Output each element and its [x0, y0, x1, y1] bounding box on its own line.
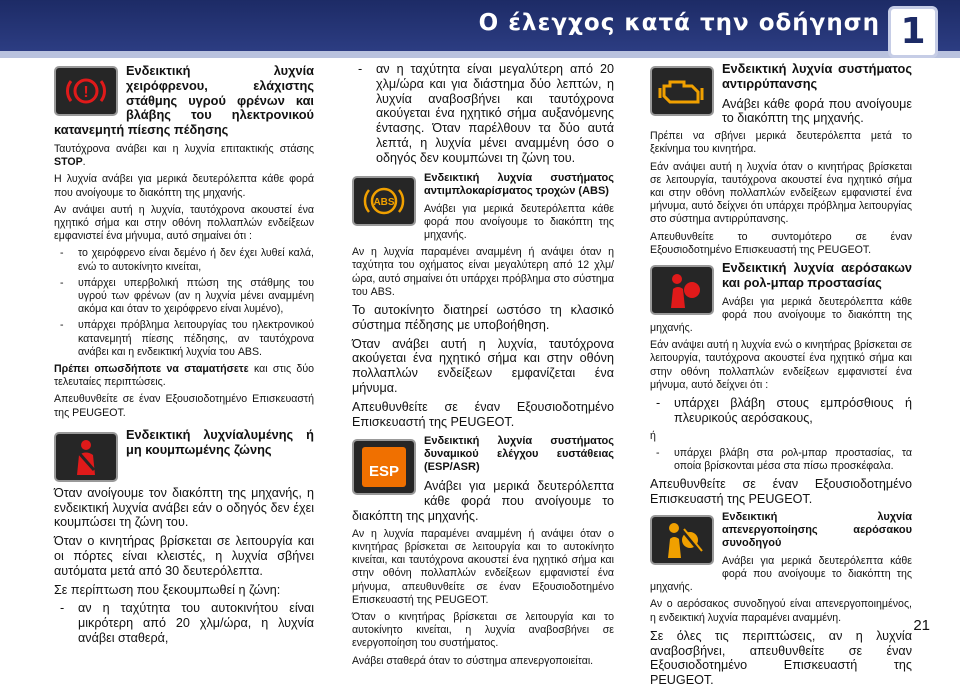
airbag-off-text-2: Αν ο αερόσακος συνοδηγού είναι απενεργοποιημένος, η ενδεικτική λυχνία παραμένει αναμμένη.: [650, 598, 912, 624]
airbag-text-1: Ανάβει για μερικά δευτερόλεπτα κάθε φορά που ανοίγουμε το διακόπτη της μηχανής.: [650, 295, 912, 335]
seatbelt-heading: Ενδεικτική λυχνίαλυμένης ή μη κουμπωμένης ζώνης: [126, 427, 314, 457]
page-number: 21: [913, 617, 930, 634]
list-item: - υπάρχει βλάβη στα ρολ-μπαρ προστασίας, τα οποία βρίσκονται μέσα στα πίσω προσκέφαλα.: [650, 447, 912, 473]
engine-heading: Ενδεικτική λυχνία συστήματος αντιρρύπανσης: [722, 62, 912, 91]
abs-heading: Ενδεικτική λυχνία συστήματος αντιμπλοκαρίσματος τροχών (ABS): [424, 171, 614, 197]
page-header: [0, 0, 960, 58]
seatbelt-list: [54, 601, 314, 645]
brake-text-2: Η λυχνία ανάβει για μερικά δευτερόλεπτα κάθε φορά που ανοίγουμε το διακόπτη της μηχανής.: [54, 173, 314, 199]
abs-text-3: Το αυτοκίνητο διατηρεί ωστόσο τη κλασικό σύστημα πέδησης με υποβοήθηση.: [352, 303, 614, 332]
engine-check-icon: [650, 66, 714, 116]
seatbelt-section: [54, 428, 314, 486]
list-item: - αν η ταχύτητα του αυτοκινήτου είναι μικρότερη από 20 χλμ/ώρα, η λυχνία ανάβει σταθερά,: [54, 601, 314, 645]
brake-warning-icon: [54, 66, 118, 116]
brake-section: [54, 62, 314, 143]
abs-icon: [352, 176, 416, 226]
airbag-heading: Ενδεικτική λυχνία αερόσακων και ρολ-μπαρ προστασίας: [722, 261, 912, 290]
airbag-off-section: [650, 511, 912, 599]
brake-contact: Απευθυνθείτε σε έναν Εξουσιοδοτημένο Επισκευαστή της PEUGEOT.: [54, 393, 314, 419]
airbag-section: [650, 261, 912, 339]
svg-text:!: !: [83, 84, 89, 101]
column-3: [650, 62, 912, 692]
seatbelt-text-3: Σε περίπτωση που ξεκουμπωθεί η ζώνη:: [54, 582, 281, 597]
abs-text-5: Απευθυνθείτε σε έναν Εξουσιοδοτημένο Επισκευαστή της PEUGEOT.: [352, 399, 614, 429]
seatbelt-text-2: Όταν ο κινητήρας βρίσκεται σε λειτουργία και οι πόρτες είναι κλειστές, η λυχνία σβήνει αυτόματα μετά από 30 δευτερόλεπτα.: [54, 534, 314, 578]
chapter-number: 1: [888, 6, 938, 58]
page-title: Ο έλεγχος κατά την οδήγηση: [478, 10, 880, 36]
brake-heading: Ενδεικτική λυχνία χειρόφρενου, ελάχιστης στάθμης υγρού φρένων και βλάβης του ηλεκτρονικού κατανεμητή πίεσης πέδησης: [54, 63, 314, 138]
airbag-list: [650, 396, 912, 426]
airbag-off-heading: Ενδεικτική λυχνία απενεργοποίησης αερόσακου συνοδηγού: [722, 510, 912, 549]
header-band: [0, 51, 960, 58]
abs-section: [352, 172, 614, 247]
brake-stop-rest: και στις δύο τελευταίες περιπτώσεις.: [54, 363, 314, 389]
airbag-text-2: Εάν ανάψει αυτή η λυχνία ενώ ο κινητήρας βρίσκεται σε λειτουργία, ταυτόχρονα ακουστεί ένα ηχητικό σήμα και στην οθόνη πολλαπλών ενδείξεων εμφανιστεί ένα μήνυμα, αυτό δείχνει ότι :: [650, 339, 912, 391]
brake-text-3: Αν ανάψει αυτή η λυχνία, ταυτόχρονα ακουστεί ένα ηχητικό σήμα και στην οθόνη πολλαπλών ενδείξεων εμφανιστεί ένα μήνυμα, αυτό σημαίνει ότι :: [54, 203, 314, 243]
esp-text-4: Ανάβει σταθερά όταν το σύστημα απενεργοποιείται.: [352, 654, 594, 667]
esp-icon-text: ESP: [368, 463, 400, 481]
abs-icon-text: ABS: [373, 196, 395, 208]
list-item: - υπάρχει υπερβολική πτώση της στάθμης του υγρού των φρένων (αν η λυχνία μένει αναμμένη ακόμα και όταν το χειρόφρενο είναι λυμένο),: [54, 277, 314, 317]
list-item: - αν η ταχύτητα είναι μεγαλύτερη από 20 χλμ/ώρα και για διάστημα δύο λεπτών, η λυχνία αναβοσβήνει και ταυτόχρονα ακούγεται ένα ηχητικό σήμα αυξανόμενης έντασης. Όταν παρέλθουν τα δύο αυτά λεπτά, η λυχνία μένει αναμμένη όσο ο οδηγός δεν κουμπώνει τη ζώνη του.: [352, 62, 614, 166]
seatbelt-text-1: Όταν ανοίγουμε τον διακόπτη της μηχανής, η ενδεικτική λυχνία ανάβει εάν ο οδηγός δεν έχει κουμπώσει τη ζώνη του.: [54, 485, 314, 530]
esp-section: [352, 435, 614, 527]
brake-list: [54, 247, 314, 359]
engine-text-4: Απευθυνθείτε το συντομότερο σε έναν Εξουσιοδοτημένο Επισκευαστή της PEUGEOT.: [650, 230, 912, 256]
list-item: - το χειρόφρενο είναι δεμένο ή δεν έχει λυθεί καλά, ενώ το αυτοκίνητο κινείται,: [54, 247, 314, 273]
esp-text-1: Ανάβει για μερικά δευτερόλεπτα κάθε φορά που ανοίγουμε το διακόπτη της μηχανής.: [352, 479, 614, 523]
airbag-icon: [650, 265, 714, 315]
list-item: - υπάρχει πρόβλημα λειτουργίας του ηλεκτρονικού κατανεμητή πίεσης πέδησης, αν ταυτόχρονα ανάβει και η ενδεικτική λυχνία του ABS.: [54, 319, 314, 359]
seatbelt-list-cont: [352, 62, 614, 166]
engine-text-1: Ανάβει κάθε φορά που ανοίγουμε το διακόπτη της μηχανής.: [722, 96, 912, 126]
abs-text-1: Ανάβει για μερικά δευτερόλεπτα κάθε φορά που ανοίγουμε το διακόπτη της μηχανής.: [424, 202, 614, 241]
stop-label: STOP: [54, 156, 83, 169]
engine-text-2: Πρέπει να σβήνει μερικά δευτερόλεπτα μετά το ξεκίνημα του κινητήρα.: [650, 130, 912, 156]
esp-text-3: Όταν ο κινητήρας βρίσκεται σε λειτουργία και το αυτοκίνητο κινείται, η λυχνία αναβοσβήνει σε ενεργοποίηση του συστήματος.: [352, 610, 614, 650]
esp-heading: Ενδεικτική λυχνία συστήματος δυναμικού ελέγχου ευστάθειας (ESP/ASR): [424, 435, 614, 474]
abs-text-4: Όταν ανάβει αυτή η λυχνία, ταυτόχρονα ακούγεται ένα ηχητικό σήμα και στην οθόνη πολλαπλών ενδείξεων εμφανίζεται ένα μήνυμα.: [352, 336, 614, 395]
brake-text-1: Ταυτόχρονα ανάβει και η λυχνία επιτακτικής στάσης: [54, 142, 314, 155]
abs-text-2: Αν η λυχνία παραμένει αναμμένη ή ανάψει όταν η ταχύτητα του οχήματος είναι μεγαλύτερη από 12 χλμ/ώρα, αυτό σημαίνει ότι υπάρχει πρόβλημα στο σύστημα του ABS.: [352, 246, 614, 298]
engine-text-3: Εάν ανάψει αυτή η λυχνία όταν ο κινητήρας βρίσκεται σε λειτουργία, ταυτόχρονα ακουστεί ένα ηχητικό σήμα και στην οθόνη πολλαπλών ενδείξεων εμφανιστεί ένα μήνυμα, αυτό δείχνει ότι υπάρχει πρόβλημα λειτουργίας στο σύστημα αντιρρύπανσης.: [650, 160, 912, 226]
airbag-list-2: [650, 447, 912, 473]
seatbelt-icon: [54, 432, 118, 482]
esp-text-2: Αν η λυχνία παραμένει αναμμένη ή ανάψει όταν ο κινητήρας βρίσκεται σε λειτουργία και το αυτοκίνητο κινείται, και ταυτόχρονα ακουστεί ένα ηχητικό σήμα και στην οθόνη πολλαπλών ενδείξεων εμφανιστεί ένα μήνυμα, απευθυνθείτε σε έναν Εξουσιοδοτημένο Επισκευαστή της PEUGEOT.: [352, 527, 614, 606]
column-2: [352, 62, 614, 672]
list-item: - υπάρχει βλάβη στους εμπρόσθιους ή πλευρικούς αερόσακους,: [650, 396, 912, 426]
airbag-or: ή: [650, 429, 656, 442]
airbag-contact: Απευθυνθείτε σε έναν Εξουσιοδοτημένο Επισκευαστή της PEUGEOT.: [650, 477, 912, 507]
engine-section: [650, 62, 912, 130]
column-1: ! Ενδεικτική λυχνία χειρόφρενου, ελάχιστης στάθμης υγρού φρένων και βλάβης του ηλεκτρονικού κατανεμητή πίεσης πέδησης Ταυτόχρονα ανάβει και η λυχνία επιτακτικής στάσης STOP. Η λυχνία ανάβει για μερικά δευτερόλεπτα κάθε φορά που ανοίγουμε το διακόπτη της μηχανής. Αν ανάψει αυτή η λυχνία, ταυτόχρονα ακουστεί ένα ηχητικό σήμα και στην οθόνη πολλαπλών ενδείξεων εμφανιστεί ένα μήνυμα, αυτό σημαίνει ότι : - το χειρόφρενο είναι δεμένο ή δεν έχει λυθεί καλά, ενώ το αυτοκίνητο κινείται, - υπάρχει υπερβολική πτώση της στάθμης του υγρού των φρένων (αν η λυχνία μένει αναμμένη ακόμα και όταν το χειρόφρενο είναι λυμένο), - υπάρχει πρόβλημα λειτουργίας του ηλεκτρονικού κατανεμητή πίεσης πέδησης, αν ταυτόχρονα ανάβει και η ενδεικτική λυχνία του ABS. Πρέπει οπωσδήποτε να σταματήσετε και στις δύο τελευταίες περιπτώσεις. Απευθυνθείτε σε έναν Εξουσιοδοτημένο Επισκευαστή της PEUGEOT. Ενδεικτική λυχνίαλυμένης ή μη κουμπωμένης ζώνης Όταν ανοίγουμε τον διακόπτη της μηχανής, η ενδεικτική λυχνία ανάβει εάν ο οδηγός δεν έχει κουμπώσει τη ζώνη του. Όταν ο κινητήρας βρίσκεται σε λειτουργία και οι πόρτες είναι κλειστές, η λυχνία σβήνει αυτόματα μετά από 30 δευτερόλεπτα. Σε περίπτωση που ξεκουμπωθεί η ζώνη: - αν η ταχύτητα του αυτοκινήτου είναι μικρότερη από 20 χλμ/ώρα, η λυχνία ανάβει σταθερά,: [54, 62, 314, 650]
esp-icon: [352, 439, 416, 495]
airbag-off-text-1: Ανάβει για μερικά δευτερόλεπτα κάθε φορά που ανοίγουμε το διακόπτη της μηχανής.: [650, 554, 912, 594]
airbag-off-text-3: Σε όλες τις περιπτώσεις, αν η λυχνία αναβοσβήνει, απευθυνθείτε σε έναν Εξουσιοδοτημένο Επισκευαστή της PEUGEOT.: [650, 628, 912, 688]
brake-stop-warning: Πρέπει οπωσδήποτε να σταματήσετε: [54, 363, 249, 376]
airbag-off-icon: [650, 515, 714, 565]
